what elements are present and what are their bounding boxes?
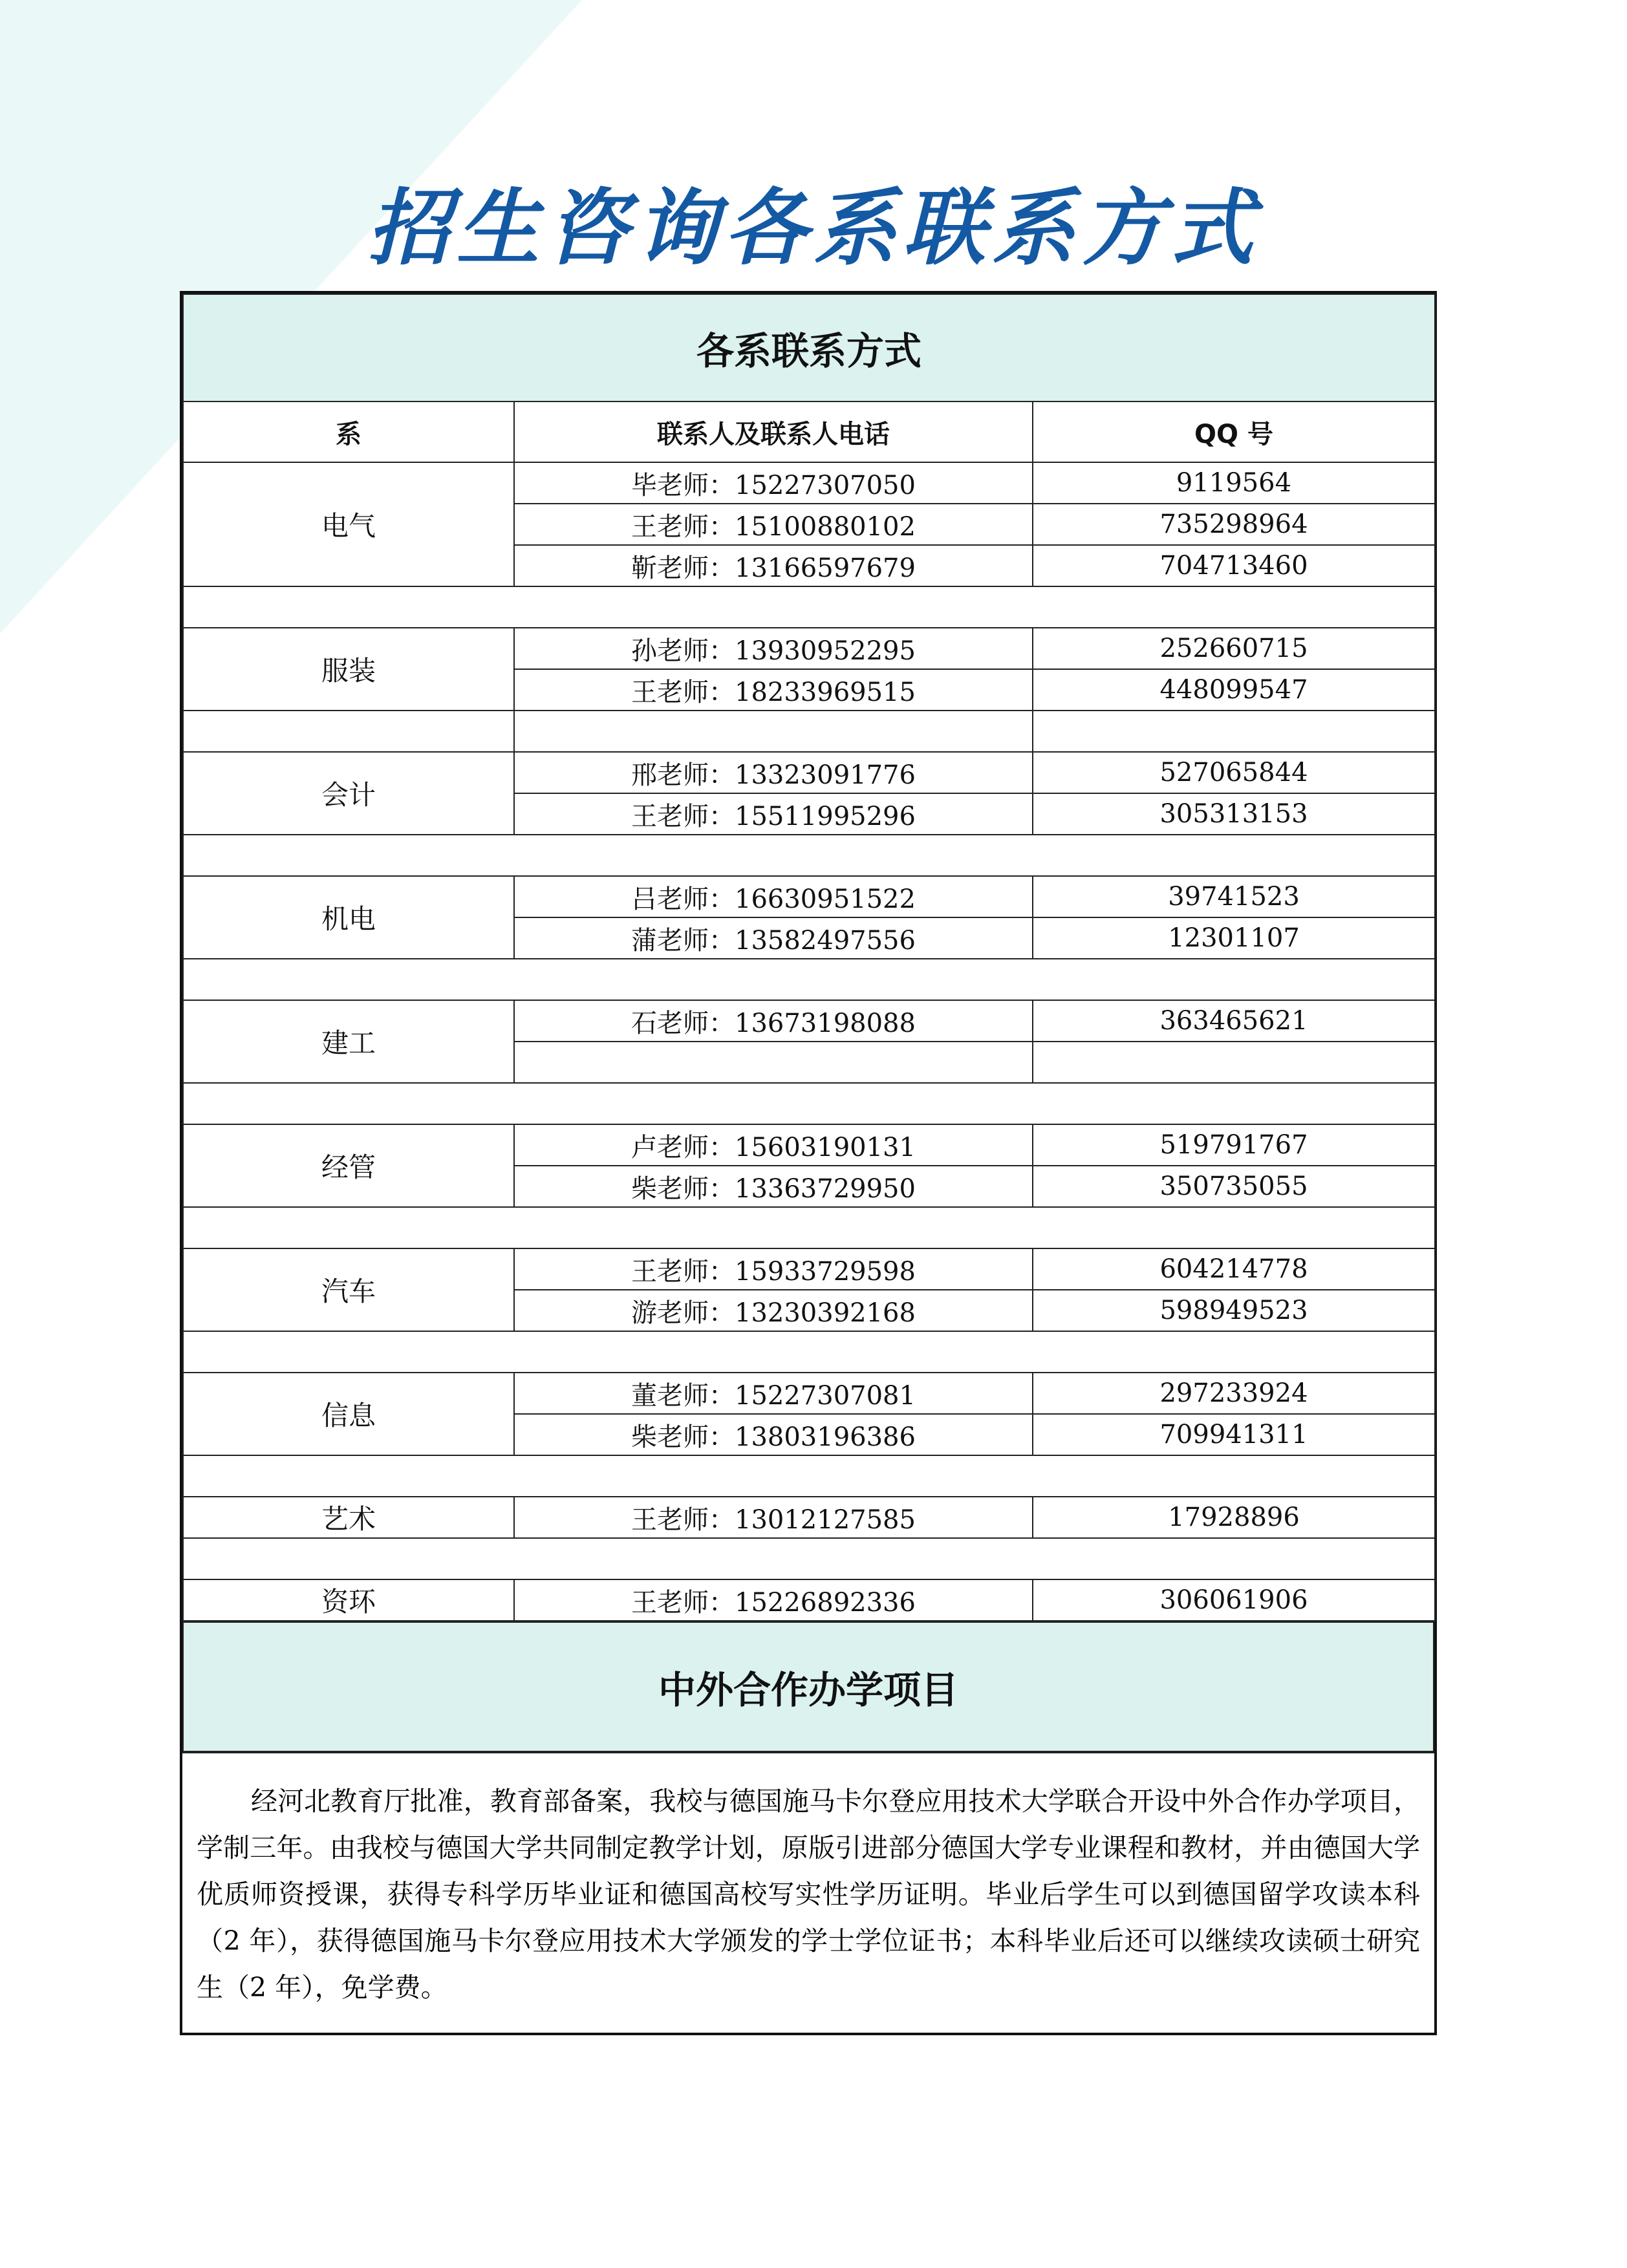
- qq-cell: 297233924: [1033, 1373, 1435, 1414]
- contact-cell: 吕老师：16630951522: [514, 876, 1033, 917]
- department-cell: 电气: [183, 462, 514, 586]
- empty-cell: [514, 711, 1033, 752]
- section-header-program: [183, 1622, 1434, 1751]
- section-title: 各系联系方式: [183, 294, 1435, 401]
- qq-cell: 305313153: [1033, 793, 1435, 835]
- contact-cell: [514, 1042, 1033, 1083]
- department-cell: 服装: [183, 628, 514, 711]
- qq-cell: 306061906: [1033, 1579, 1435, 1621]
- section-header-contacts: [183, 294, 1435, 401]
- contact-cell: 董老师：15227307081: [514, 1373, 1033, 1414]
- table-row: [183, 1124, 1435, 1166]
- department-cell: 经管: [183, 1124, 514, 1207]
- qq-cell: 735298964: [1033, 504, 1435, 545]
- spacer-row: [183, 586, 1435, 628]
- column-header-row: [183, 401, 1435, 462]
- qq-cell: 519791767: [1033, 1124, 1435, 1166]
- contact-cell: 柴老师：13803196386: [514, 1414, 1033, 1455]
- contact-cell: 孙老师：13930952295: [514, 628, 1033, 669]
- spacer-row: [183, 1455, 1435, 1497]
- qq-cell: 17928896: [1033, 1497, 1435, 1538]
- header-contact: 联系人及联系人电话: [514, 401, 1033, 462]
- empty-cell: [183, 1455, 1435, 1497]
- contact-cell: 石老师：13673198088: [514, 1000, 1033, 1042]
- empty-cell: [183, 1538, 1435, 1579]
- contact-cell: 王老师：15100880102: [514, 504, 1033, 545]
- program-title: 中外合作办学项目: [183, 1622, 1434, 1751]
- qq-cell: 598949523: [1033, 1290, 1435, 1331]
- page-title: 招生咨询各系联系方式: [367, 180, 1260, 277]
- qq-cell: 709941311: [1033, 1414, 1435, 1455]
- program-description: [182, 1752, 1434, 2033]
- table-row: [183, 462, 1435, 504]
- spacer-row: [183, 835, 1435, 876]
- empty-cell: [183, 835, 1435, 876]
- program-table: [182, 1621, 1434, 1752]
- contact-cell: 王老师：15226892336: [514, 1579, 1033, 1621]
- empty-cell: [1033, 711, 1435, 752]
- department-cell: 汽车: [183, 1248, 514, 1331]
- department-cell: 资环: [183, 1579, 514, 1621]
- contact-cell: 邢老师：13323091776: [514, 752, 1033, 793]
- department-cell: 艺术: [183, 1497, 514, 1538]
- table-row: [183, 1000, 1435, 1042]
- contact-table: [182, 294, 1436, 1621]
- table-row: [183, 876, 1435, 917]
- qq-cell: 527065844: [1033, 752, 1435, 793]
- empty-cell: [183, 711, 514, 752]
- contact-cell: 王老师：13012127585: [514, 1497, 1033, 1538]
- qq-cell: [1033, 1042, 1435, 1083]
- spacer-row: [183, 1538, 1435, 1579]
- table-row: [183, 1373, 1435, 1414]
- qq-cell: 39741523: [1033, 876, 1435, 917]
- table-row: [183, 1497, 1435, 1538]
- empty-cell: [183, 586, 1435, 628]
- empty-cell: [183, 1331, 1435, 1373]
- spacer-row: [183, 1083, 1435, 1124]
- qq-cell: 12301107: [1033, 917, 1435, 959]
- qq-cell: 448099547: [1033, 669, 1435, 711]
- table-row: [183, 752, 1435, 793]
- contact-cell: 王老师：15511995296: [514, 793, 1033, 835]
- header-department: 系: [183, 401, 514, 462]
- table-row: [183, 1248, 1435, 1290]
- table-row: [183, 1579, 1435, 1621]
- spacer-row: [183, 959, 1435, 1000]
- contact-sheet: [180, 291, 1437, 2035]
- qq-cell: 704713460: [1033, 545, 1435, 586]
- contact-cell: 王老师：18233969515: [514, 669, 1033, 711]
- empty-cell: [183, 1207, 1435, 1248]
- department-cell: 机电: [183, 876, 514, 959]
- department-cell: 建工: [183, 1000, 514, 1083]
- program-text: 经河北教育厅批准，教育部备案，我校与德国施马卡尔登应用技术大学联合开设中外合作办学项目，学制三年。由我校与德国大学共同制定教学计划，原版引进部分德国大学专业课程和教材，并由德国大学优质师资授课，获得专科学历毕业证和德国高校写实性学历证明。毕业后学生可以到德国留学攻读本科（2 年），获得德国施马卡尔登应用技术大学颁发的学士学位证书；本科毕业后还可以继续攻读硕士研究生（2 年），免学费。: [197, 1786, 1420, 2003]
- empty-cell: [183, 1083, 1435, 1124]
- contact-cell: 卢老师：15603190131: [514, 1124, 1033, 1166]
- contact-cell: 毕老师：15227307050: [514, 462, 1033, 504]
- contact-cell: 柴老师：13363729950: [514, 1166, 1033, 1207]
- department-cell: 会计: [183, 752, 514, 835]
- qq-cell: 252660715: [1033, 628, 1435, 669]
- spacer-row: [183, 711, 1435, 752]
- contact-cell: 靳老师：13166597679: [514, 545, 1033, 586]
- qq-cell: 9119564: [1033, 462, 1435, 504]
- contact-cell: 王老师：15933729598: [514, 1248, 1033, 1290]
- header-qq: QQ 号: [1033, 401, 1435, 462]
- qq-cell: 350735055: [1033, 1166, 1435, 1207]
- contact-cell: 蒲老师：13582497556: [514, 917, 1033, 959]
- table-row: [183, 628, 1435, 669]
- spacer-row: [183, 1331, 1435, 1373]
- contact-cell: 游老师：13230392168: [514, 1290, 1033, 1331]
- qq-cell: 604214778: [1033, 1248, 1435, 1290]
- department-cell: 信息: [183, 1373, 514, 1455]
- empty-cell: [183, 959, 1435, 1000]
- spacer-row: [183, 1207, 1435, 1248]
- qq-cell: 363465621: [1033, 1000, 1435, 1042]
